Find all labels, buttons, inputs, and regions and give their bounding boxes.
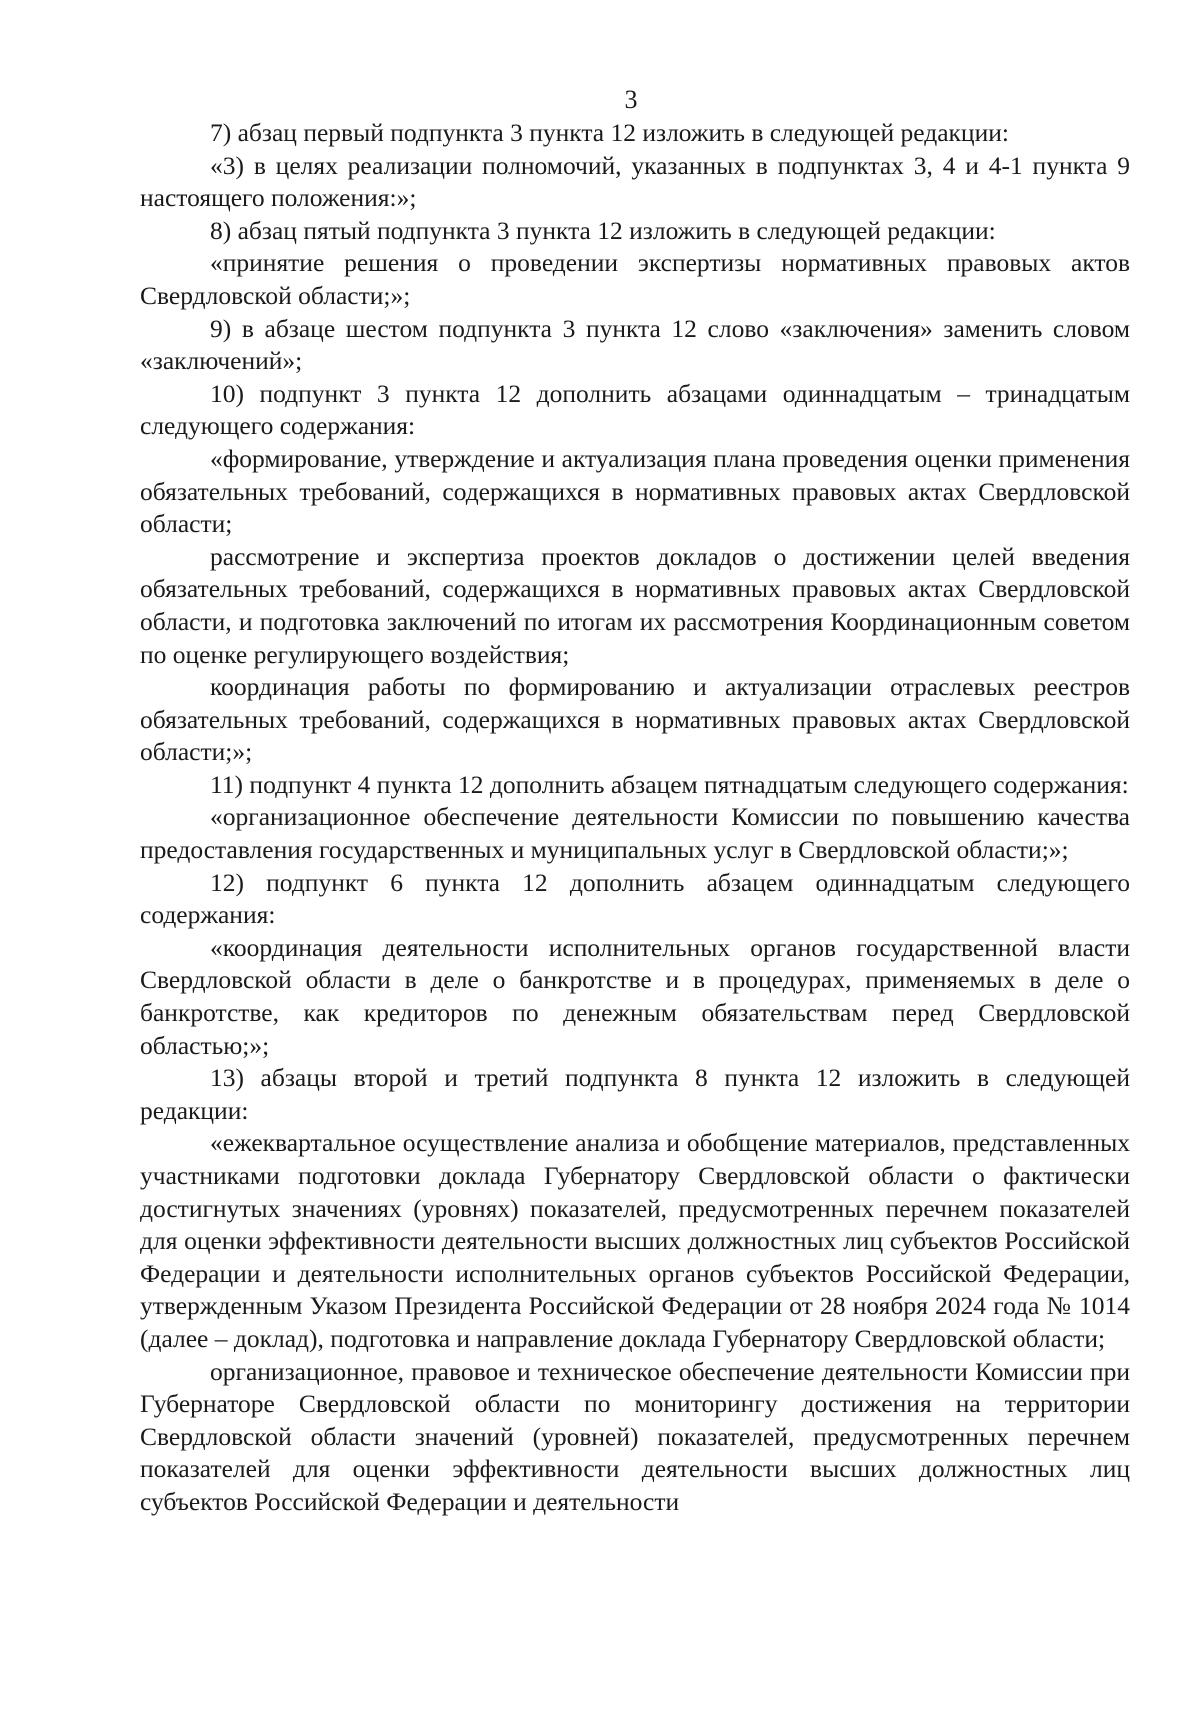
paragraph: 11) подпункт 4 пункта 12 дополнить абзацем пятнадцатым следующего содержания: [210,769,1129,799]
paragraph: «ежеквартальное осуществление анализа и обобщение материалов, представленных участниками подготовки доклада Губернатору Свердловской области о фактически достигнутых значениях (уровнях) показателей, предусмотренных перечнем показателей для оценки эффективности деятельности высших должностных лиц субъектов Российской Федерации и деятельности исполнительных органов субъектов Российской Федерации, утвержденным Указом Президента Российской Федерации от 28 ноября 2024 года № 1014 (далее – доклад), подготовка и направление доклада Губернатору Свердловской области; [140,1128,1130,1353]
paragraph: «3) в целях реализации полномочий, указанных в подпунктах 3, 4 и 4-1 пункта 9 настоящего положения:»; [140,150,1130,213]
paragraph: «формирование, утверждение и актуализация плана проведения оценки применения обязательных требований, содержащихся в нормативных правовых актах Свердловской области; [140,443,1130,539]
paragraph: 12) подпункт 6 пункта 12 дополнить абзацем одиннадцатым следующего содержания: [140,867,1130,930]
paragraph: «принятие решения о проведении экспертизы нормативных правовых актов Свердловской области;»; [140,248,1130,310]
paragraph: 10) подпункт 3 пункта 12 дополнить абзацами одиннадцатым – тринадцатым следующего содержания: [140,378,1130,441]
paragraph: 13) абзацы второй и третий подпункта 8 пункта 12 изложить в следующей редакции: [140,1063,1130,1125]
page-number: 3 [624,85,638,114]
paragraph: 7) абзац первый подпункта 3 пункта 12 изложить в следующей редакции: [210,118,1009,147]
document-body [140,117,1130,1519]
paragraph: «координация деятельности исполнительных органов государственной власти Свердловской области в деле о банкротстве и в процедурах, применяемых в деле о банкротстве, как кредиторов по денежным обязательствам перед Свердловской областью;»; [140,932,1130,1060]
paragraph: рассмотрение и экспертиза проектов докладов о достижении целей введения обязательных требований, содержащихся в нормативных правовых актах Свердловской области, и подготовка заключений по итогам их рассмотрения Координационным советом по оценке регулирующего воздействия; [140,541,1130,669]
paragraph: координация работы по формированию и актуализации отраслевых реестров обязательных требований, содержащихся в нормативных правовых актах Свердловской области;»; [140,672,1130,767]
paragraph: организационное, правовое и техническое обеспечение деятельности Комиссии при Губернаторе Свердловской области по мониторингу достижения на территории Свердловской области значений (уровней) показателей, предусмотренных перечнем показателей для оценки эффективности деятельности высших должностных лиц субъектов Российской Федерации и деятельности [140,1356,1130,1516]
paragraph: «организационное обеспечение деятельности Комиссии по повышению качества предоставления государственных и муниципальных услуг в Свердловской области;»; [140,802,1130,865]
paragraph: 9) в абзаце шестом подпункта 3 пункта 12 слово «заключения» заменить словом «заключений»; [140,313,1130,376]
paragraph: 8) абзац пятый подпункта 3 пункта 12 изложить в следующей редакции: [210,215,996,245]
